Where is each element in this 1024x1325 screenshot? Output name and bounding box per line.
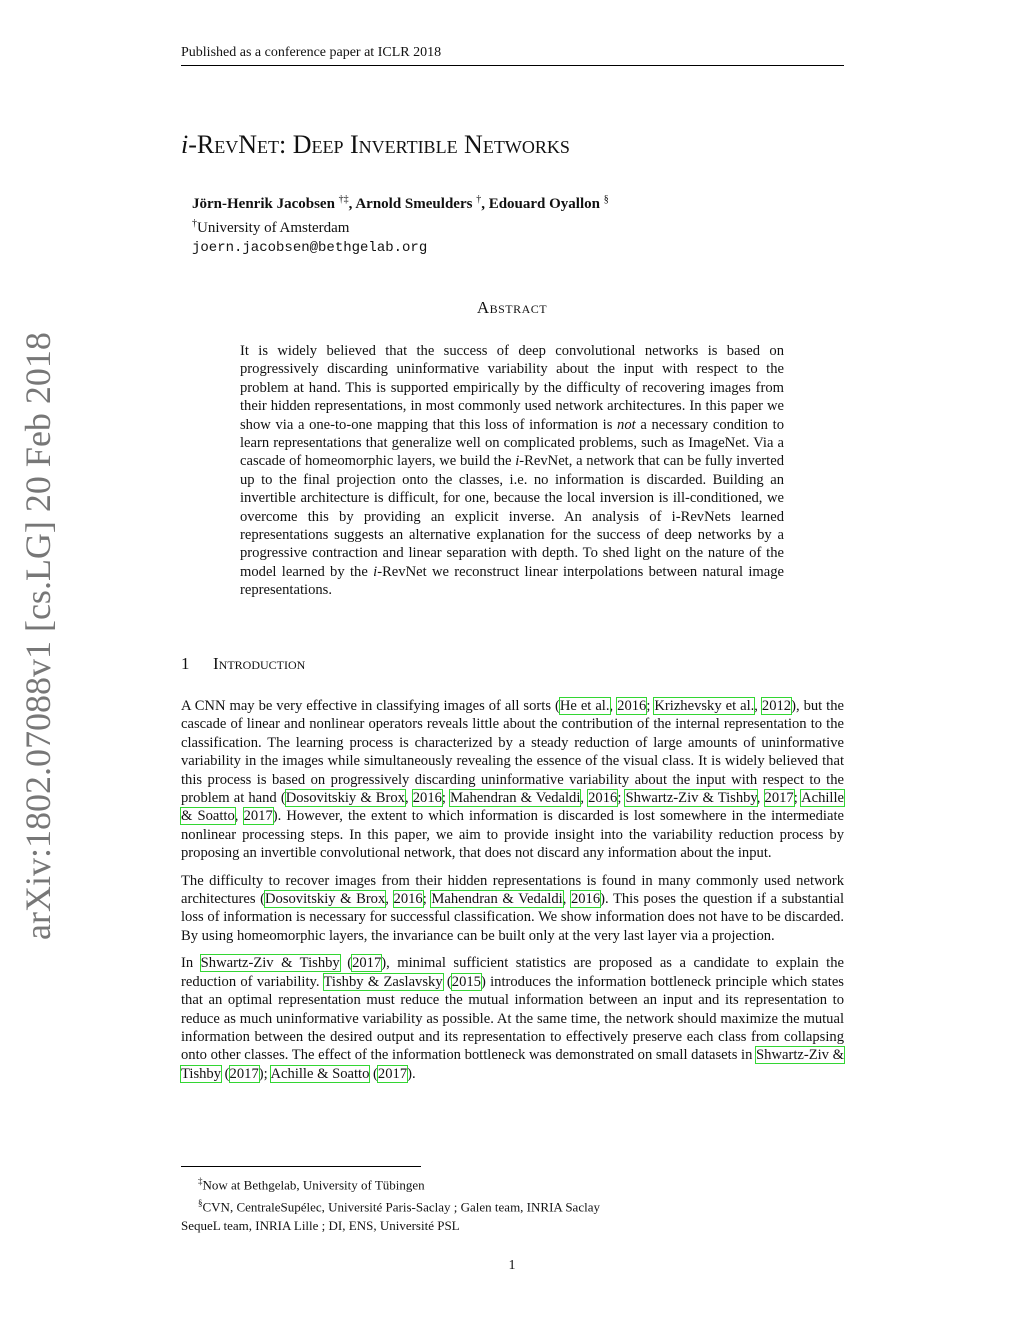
paper-title [181, 128, 570, 162]
text-span: ; [793, 790, 802, 807]
affiliation [192, 214, 832, 238]
text-span: ; [646, 698, 655, 714]
text-span: ); [258, 1065, 271, 1082]
abstract-span: -RevNet, a network that can be fully inverted up to the final projection onto the classes, i.e. no information is discarded. Building an invertible architecture is difficult, for one, because the local inversion is ill-conditioned, we overcome this by providing an explicit inverse. An analysis of i-RevNets learned representations suggests an alternative explanation for the success of deep networks by a progressive contraction and linear separation with depth. To shed light on the nature of the model learned by the [240, 453, 784, 580]
affiliation-mark: † [192, 218, 197, 229]
author-block [192, 190, 832, 258]
section-title: Introduction [213, 654, 306, 673]
citation-link[interactable]: Dosovitskiy & Brox [285, 790, 405, 807]
text-span: A CNN may be very effective in classifying images of all sorts ( [181, 698, 560, 714]
text-span: , [754, 698, 762, 714]
citation-link[interactable]: 2017 [352, 955, 382, 972]
abstract-span: It is widely believed that the success of deep convolutional networks is based on progressively discarding uninformative variability about the input with respect to the problem at hand. This is supported empirically by the difficulty of recovering images from their hidden representations, in most commonly used network architectures. In this paper we show via a one-to-one mapping that this loss of information is [240, 343, 784, 433]
body-text [181, 697, 844, 1092]
footnote-1 [181, 1172, 844, 1194]
author-email[interactable]: joern.jacobsen@bethgelab.org [192, 240, 428, 256]
paragraph-3 [181, 954, 844, 1083]
citation-link[interactable]: 2016 [588, 790, 618, 807]
abstract-span: -RevNet we reconstruct linear interpolations between natural image representations. [240, 563, 785, 599]
title-italic-i: i [181, 130, 189, 159]
paragraph-1 [181, 697, 844, 863]
footnotes [181, 1172, 844, 1235]
text-span: In [181, 955, 201, 972]
text-span: ). However, the extent to which information is discarded is lost somewhere in the intermediate nonlinear processing steps. In this paper, we aim to provide insight into the variability reduction process by proposing an invertible convolutional network, that does not discard any information about the input. [181, 808, 845, 862]
author-mark: †‡ [338, 194, 349, 205]
citation-link[interactable]: 2012 [761, 698, 792, 714]
citation-link[interactable]: 2016 [412, 790, 442, 807]
section-heading [181, 654, 305, 674]
citation-link[interactable]: Shwartz-Ziv & Tishby [625, 790, 757, 807]
text-span: , [580, 790, 589, 807]
footnote-2 [181, 1194, 844, 1216]
text-span: ), minimal sufficient statistics are proposed as a candidate to explain the reduction of variability. [181, 955, 844, 990]
citation-link[interactable]: 2017 [377, 1065, 408, 1082]
author-names [192, 190, 832, 214]
text-span: The difficulty to recover images from their hidden representations is found in many commonly used network architectures ( [181, 872, 844, 908]
citation-link[interactable]: Achille & Soatto [270, 1065, 370, 1082]
arxiv-identifier: arXiv:1802.07088v1 [cs.LG] 20 Feb 2018 [18, 332, 58, 940]
citation-link[interactable]: 2015 [451, 973, 481, 990]
text-span: , [234, 808, 244, 825]
footnote-2-continued: SequeL team, INRIA Lille ; DI, ENS, Université PSL [181, 1217, 460, 1233]
citation-link[interactable]: Mahendran & Vedaldi [450, 790, 581, 807]
citation-link[interactable]: 2016 [617, 698, 647, 714]
citation-link[interactable]: 2017 [764, 790, 794, 807]
text-span: ), but the cascade of linear and nonlinear operators reveals little about the contribution of the internal representation to the classification. The learning process is characterized by a steady reduction of large amounts of uninformative variability in the images while simultaneously revealing the essence of the visual class. It is widely believed that this process is based on progressively discarding uninformative variability about the input with respect to the problem at hand ( [181, 698, 845, 807]
citation-link[interactable]: Shwartz-Ziv & Tishby [181, 1047, 844, 1082]
author-mark: § [603, 194, 609, 205]
text-span: ( [221, 1065, 230, 1082]
footnote-mark: § [198, 1198, 203, 1209]
text-span: ). [407, 1065, 416, 1082]
text-span: ; [422, 891, 432, 908]
citation-link[interactable]: 2017 [229, 1065, 259, 1082]
running-header: Published as a conference paper at ICLR 2018 [181, 44, 844, 66]
section-number: 1 [181, 654, 190, 673]
text-span: , [756, 790, 765, 807]
abstract-text [240, 342, 784, 600]
footnote-mark: ‡ [198, 1176, 203, 1186]
citation-link[interactable]: 2017 [243, 808, 273, 825]
title-text: -RevNet: Deep Invertible Networks [188, 130, 570, 159]
citation-link[interactable]: Achille & Soatto [181, 790, 845, 825]
author-name: Jörn-Henrik Jacobsen [192, 196, 335, 212]
abstract-italic-i: i [373, 563, 378, 580]
affiliation-text: University of Amsterdam [197, 220, 350, 236]
citation-link[interactable]: 2016 [393, 891, 423, 908]
citation-link[interactable]: 2016 [570, 891, 601, 908]
page-number: 1 [508, 1258, 516, 1273]
abstract-emphasis: not [617, 416, 636, 433]
text-span: ; [617, 790, 626, 807]
footnote-text: CVN, CentraleSupélec, Université Paris-Saclay ; Galen team, INRIA Saclay [202, 1199, 600, 1215]
text-span: ( [339, 955, 353, 972]
footnote-rule [181, 1166, 421, 1167]
author-mark: † [476, 194, 482, 205]
text-span: ). This poses the question if a substantial loss of information is necessary for successful classification. We show information does not have to be discarded. By using homeomorphic layers, the invariance can be built only at the very last layer via a projection. [181, 891, 845, 944]
citation-link[interactable]: Shwartz-Ziv & Tishby [200, 955, 340, 972]
abstract-heading: Abstract [476, 298, 548, 317]
abstract-italic-i: i [515, 453, 520, 470]
citation-link[interactable]: Mahendran & Vedaldi [431, 891, 563, 908]
text-span: , [404, 790, 413, 807]
text-span: ( [369, 1065, 378, 1082]
citation-link[interactable]: He et al. [559, 698, 610, 714]
text-span: ; [441, 790, 451, 807]
text-span: ( [442, 973, 452, 990]
footnote-text: Now at Bethgelab, University of Tübingen [202, 1177, 425, 1193]
text-span: ) introduces the information bottleneck principle which states that an optimal representation must reduce the mutual information between an input and its representation to reduce as much uninformative variability as possible. At the same time, the network should maximize the mutual information between the desired output and its representation to effectively preserve each class from collapsing onto other classes. The effect of the information bottleneck was demonstrated on small datasets in [181, 973, 844, 1064]
author-name: , Edouard Oyallon [481, 196, 600, 212]
text-span: , [385, 891, 394, 908]
author-name: , Arnold Smeulders [348, 196, 473, 212]
abstract-span: a necessary condition to learn representations that generalize well on complicated problems, such as ImageNet. Via a cascade of homeomorphic layers, we build the [240, 416, 784, 470]
citation-link[interactable]: Krizhevsky et al. [654, 698, 755, 714]
text-span: , [562, 891, 571, 908]
citation-link[interactable]: Tishby & Zaslavsky [323, 973, 443, 990]
citation-link[interactable]: Dosovitskiy & Brox [265, 891, 386, 908]
text-span: , [609, 698, 618, 714]
paragraph-2 [181, 872, 844, 946]
